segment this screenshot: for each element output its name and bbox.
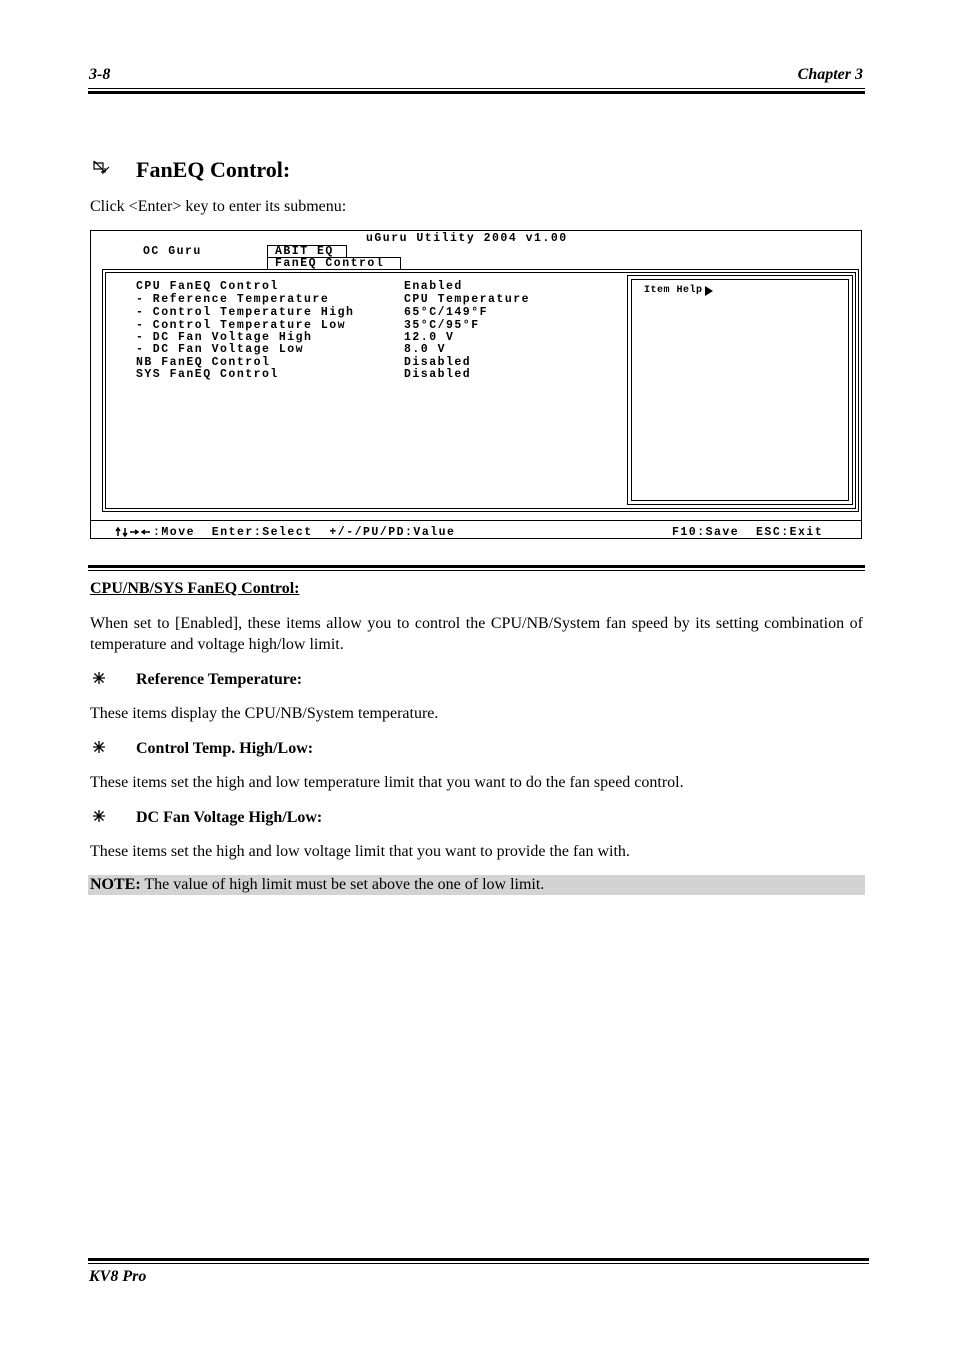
setting-value[interactable]: 12.0 V	[404, 331, 455, 344]
bios-screen	[90, 230, 862, 539]
dc-voltage-title: DC Fan Voltage High/Low:	[136, 809, 323, 826]
note-label: NOTE:	[90, 876, 141, 893]
control-temp-text: These items set the high and low temperature limit that you want to do the fan speed control.	[90, 774, 684, 791]
note-text: The value of high limit must be set above the one of low limit.	[140, 876, 545, 893]
header-rule-thick	[88, 91, 865, 94]
setting-value[interactable]: 35°C/95°F	[404, 319, 480, 332]
setting-label[interactable]: - Control Temperature Low	[136, 319, 347, 332]
item-help-panel	[631, 279, 849, 501]
section-rule-thick	[88, 565, 865, 568]
dc-voltage-text: These items set the high and low voltage limit that you want to provide the fan with.	[90, 843, 630, 860]
status-help-right: F10:Save ESC:Exit	[672, 526, 824, 539]
setting-label[interactable]: - Reference Temperature	[136, 293, 330, 306]
setting-label[interactable]: SYS FanEQ Control	[136, 368, 279, 381]
item-help-label: Item Help	[644, 285, 703, 296]
section-intro: Click <Enter> key to enter its submenu:	[90, 198, 347, 215]
arrow-icon	[91, 158, 111, 178]
setting-label[interactable]: - Control Temperature High	[136, 306, 355, 319]
reference-temp-text: These items display the CPU/NB/System temperature.	[90, 705, 439, 722]
status-help-left: :Move Enter:Select +/-/PU/PD:Value	[153, 526, 456, 539]
snowflake-icon	[92, 671, 106, 685]
snowflake-icon	[92, 809, 106, 823]
setting-value[interactable]: CPU Temperature	[404, 293, 531, 306]
tab-oc-guru[interactable]: OC Guru	[143, 245, 202, 258]
triangle-right-icon	[705, 286, 713, 296]
bios-title: uGuru Utility 2004 v1.00	[366, 232, 568, 245]
setting-label[interactable]: - DC Fan Voltage High	[136, 331, 313, 344]
footer-rule-thick	[88, 1258, 869, 1261]
control-temp-title: Control Temp. High/Low:	[136, 740, 314, 757]
status-divider	[91, 520, 861, 521]
section-title: FanEQ Control:	[136, 157, 291, 182]
setting-label[interactable]: - DC Fan Voltage Low	[136, 343, 305, 356]
setting-value[interactable]: 8.0 V	[404, 343, 447, 356]
page-number: 3-8	[89, 66, 111, 83]
section-rule-thin	[88, 570, 865, 571]
header-rule-thin	[88, 88, 865, 89]
tab-abit-eq-label: ABIT EQ	[275, 245, 334, 258]
setting-value[interactable]: Disabled	[404, 356, 472, 369]
chapter-label: Chapter 3	[797, 66, 863, 83]
setting-value[interactable]: Disabled	[404, 368, 472, 381]
setting-value[interactable]: Enabled	[404, 280, 463, 293]
setting-label[interactable]: CPU FanEQ Control	[136, 280, 279, 293]
snowflake-icon	[92, 740, 106, 754]
reference-temp-title: Reference Temperature:	[136, 671, 303, 688]
subsection-title: CPU/NB/SYS FanEQ Control:	[90, 580, 300, 597]
tab-faneq-label: FanEQ Control	[275, 257, 385, 270]
setting-label[interactable]: NB FanEQ Control	[136, 356, 271, 369]
footer-rule-thin	[88, 1263, 869, 1264]
product-name: KV8 Pro	[89, 1268, 147, 1285]
setting-value[interactable]: 65°C/149°F	[404, 306, 489, 319]
arrow-keys-icon	[115, 527, 153, 537]
note-bar	[88, 875, 865, 895]
subsection-paragraph: When set to [Enabled], these items allow you to control the CPU/NB/System fan speed by its setting combination of temperature and voltage high/low limit.	[90, 615, 863, 653]
